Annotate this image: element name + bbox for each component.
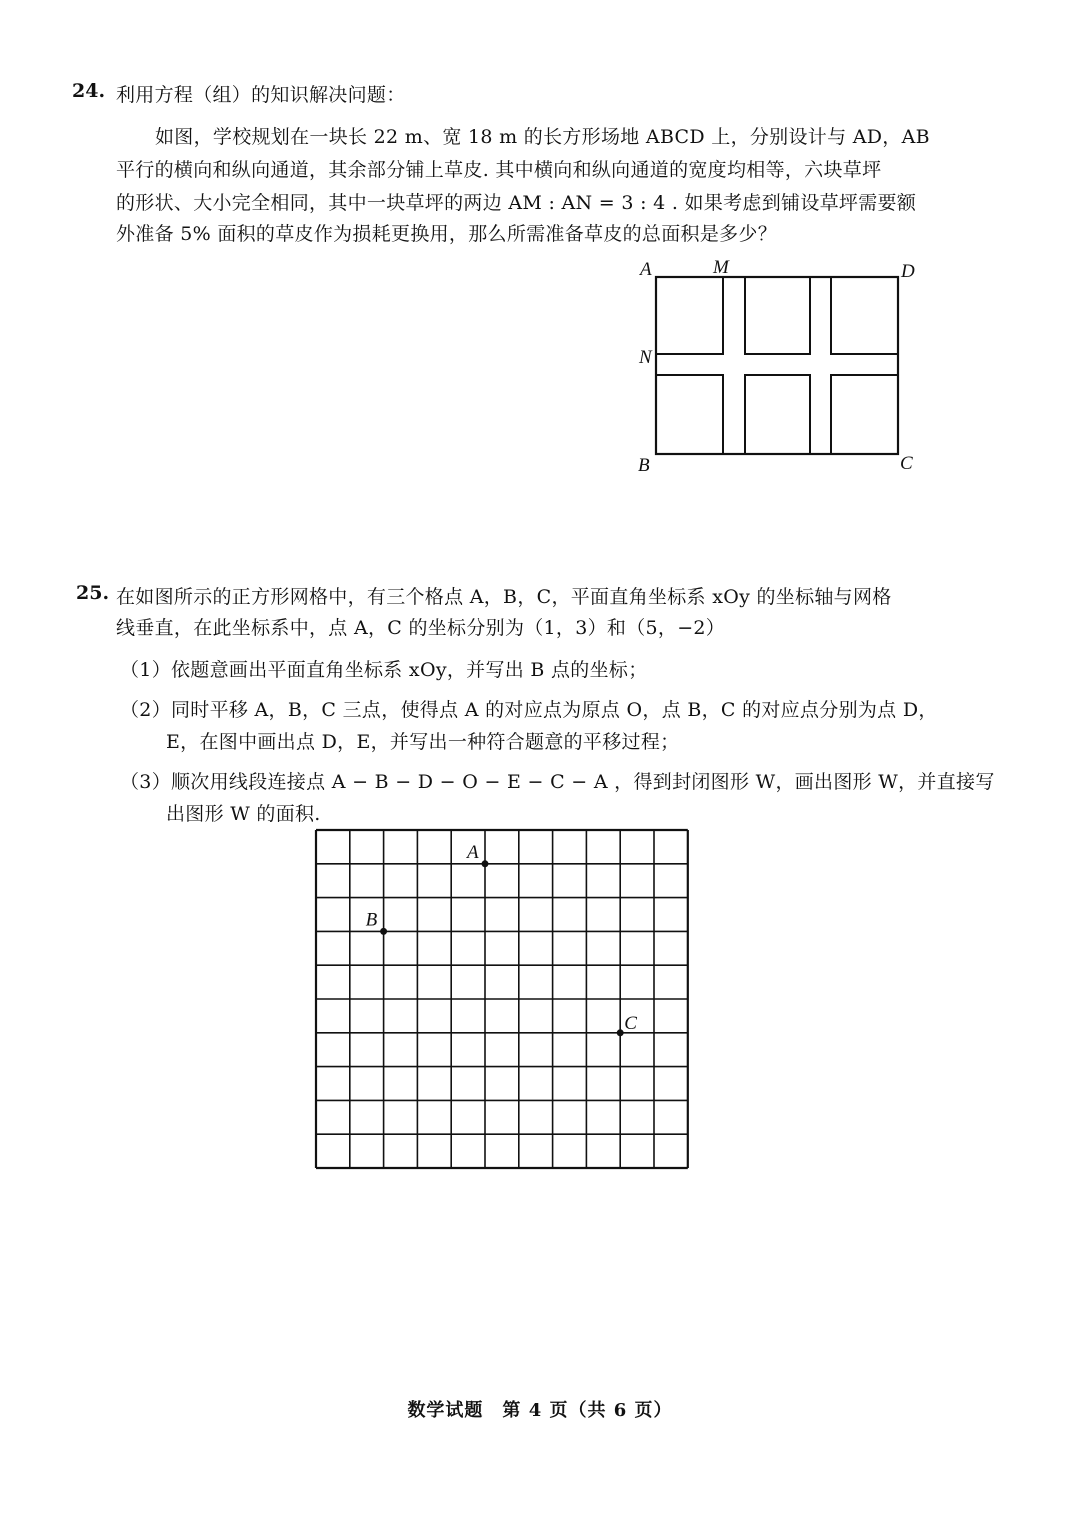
point-a — [482, 860, 489, 867]
page-footer: 数学试题 第 4 页（共 6 页） — [407, 1400, 673, 1421]
field-outline — [656, 277, 898, 454]
q25-grid-figure — [300, 820, 710, 1185]
q24-line-3: 的形状、大小完全相同，其中一块草坪的两边 AM : AN = 3 : 4 . 如果考虑到铺设草坪需要额 — [116, 192, 917, 214]
lawn-4 — [656, 375, 723, 454]
q25-number: 25. — [76, 582, 110, 604]
point-b — [380, 928, 387, 935]
q24-line-2: 平行的横向和纵向通道，其余部分铺上草皮. 其中横向和纵向通道的宽度均相等，六块草坪 — [116, 159, 882, 181]
label-B: B — [638, 455, 650, 476]
lawn-6 — [831, 375, 898, 454]
point-label-c: C — [624, 1012, 637, 1034]
q25-sub3-line-1: （3）顺次用线段连接点 A − B − D − O − E − C − A ，得到封闭图形 W，画出图形 W，并直接写 — [120, 771, 995, 793]
q24-line-4: 外准备 5% 面积的草皮作为损耗更换用，那么所需准备草皮的总面积是多少？ — [116, 223, 778, 245]
q25-sub3-line-2: 出图形 W 的面积. — [166, 803, 321, 825]
point-c — [617, 1029, 624, 1036]
q25-sub2-line-1: （2）同时平移 A，B，C 三点，使得点 A 的对应点为原点 O，点 B，C 的对应点分别为点 D， — [120, 699, 938, 721]
lawn-3 — [831, 277, 898, 354]
q25-sub2-line-2: E，在图中画出点 D，E，并写出一种符合题意的平移过程； — [166, 731, 680, 753]
q24-field-figure — [630, 255, 930, 480]
label-C: C — [900, 453, 913, 474]
q24-title: 利用方程（组）的知识解决问题： — [116, 84, 406, 106]
point-label-b: B — [365, 909, 378, 931]
label-D: D — [901, 261, 915, 282]
label-A: A — [640, 259, 652, 280]
point-label-a: A — [467, 841, 479, 863]
lawn-2 — [745, 277, 810, 354]
lawn-1 — [656, 277, 723, 354]
q24-line-1: 如图，学校规划在一块长 22 m、宽 18 m 的长方形场地 ABCD 上，分别设计与 AD，AB — [155, 126, 930, 148]
label-N: N — [639, 347, 652, 368]
q24-number: 24. — [72, 80, 106, 102]
q25-sub1: （1）依题意画出平面直角坐标系 xOy，并写出 B 点的坐标； — [120, 659, 648, 681]
q25-line-1: 在如图所示的正方形网格中，有三个格点 A，B，C，平面直角坐标系 xOy 的坐标轴与网格 — [116, 586, 892, 608]
lawn-5 — [745, 375, 810, 454]
q25-line-2: 线垂直，在此坐标系中，点 A，C 的坐标分别为（1，3）和（5，−2） — [116, 617, 726, 639]
label-M: M — [713, 257, 729, 278]
